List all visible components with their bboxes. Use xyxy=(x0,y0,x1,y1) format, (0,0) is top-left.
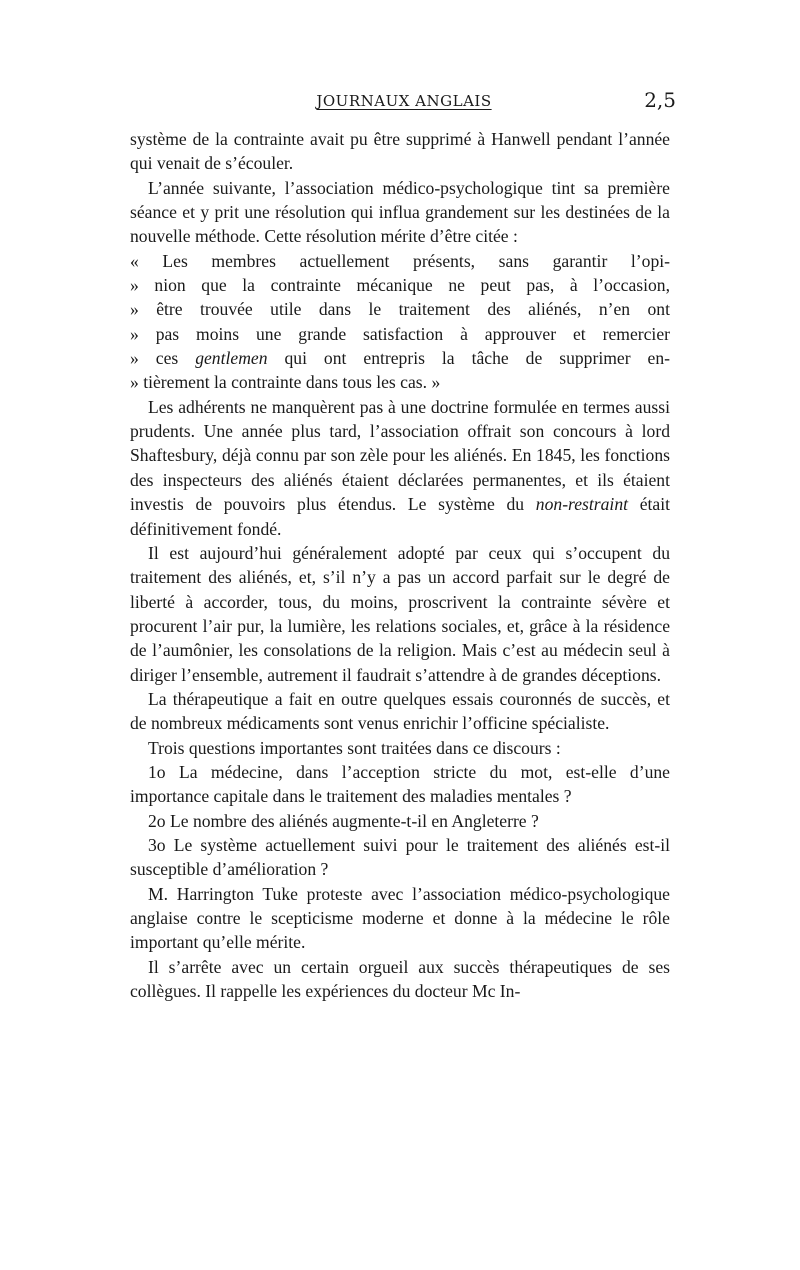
p3-text-a: Les adhérents ne manquèrent pas à une doctrine formulée en termes aussi prudents. Une année plus tard, l’association offrait son concours à lord Shaftesbury, déjà connu par son zèle pour les aliénés. En 1845, les fonctions des inspecteurs des aliénés étaient déclarées permanentes, et ils étaient investis de pouvoirs plus étendus. Le système du xyxy=(130,396,670,515)
non-restraint-term: non-restraint xyxy=(535,494,629,515)
running-title: JOURNAUX ANGLAIS xyxy=(316,92,492,110)
quote-text: » ces xyxy=(130,348,196,369)
paragraph-harrington-tuke: M. Harrington Tuke proteste avec l’association médico-psychologique anglaise contre le scepticisme moderne et donne à la médecine le rôle important qu’elle mérite. xyxy=(130,883,670,953)
body-text xyxy=(130,127,670,1003)
paragraph-adherents xyxy=(130,395,670,541)
resolution-quote xyxy=(130,249,670,395)
running-head xyxy=(130,88,678,116)
question-one: 1o La médecine, dans l’acception stricte du mot, est-elle d’une importance capitale dans le traitement des maladies mentales ? xyxy=(130,761,670,807)
paragraph-adoption: Il est aujourd’hui généralement adopté par ceux qui s’occupent du traitement des aliénés, et, s’il n’y a pas un accord parfait sur le degré de liberté à accorder, tous, du moins, proscrivent la contrainte sévère et procurent l’air pur, la lumière, les relations sociales, et, grâce à la résidence de l’aumônier, les consolations de la religion. Mais c’est au médecin seul à diriger l’ensemble, autrement il faudrait s’attendre à de grandes déceptions. xyxy=(130,542,670,685)
quote-line: » être trouvée utile dans le traitement des aliénés, n’en ont xyxy=(130,299,670,320)
quote-line: » nion que la contrainte mécanique ne peut pas, à l’occasion, xyxy=(130,275,670,296)
paragraph-colleagues: Il s’arrête avec un certain orgueil aux succès thérapeutiques de ses collègues. Il rappelle les expériences du docteur Mc In- xyxy=(130,956,670,1002)
paragraph-continuation: système de la contrainte avait pu être supprimé à Hanwell pendant l’année qui venait de s’écouler. xyxy=(130,129,670,174)
question-three: 3o Le système actuellement suivi pour le traitement des aliénés est-il susceptible d’amélioration ? xyxy=(130,834,670,880)
paragraph-resolution-intro: L’année suivante, l’association médico-psychologique tint sa première séance et y prit une résolution qui influa grandement sur les destinées de la nouvelle méthode. Cette résolution mérite d’être citée : xyxy=(130,177,670,247)
question-two: 2o Le nombre des aliénés augmente-t-il en Angleterre ? xyxy=(148,810,539,831)
quote-line: « Les membres actuellement présents, sans garantir l’opi- xyxy=(130,250,670,271)
paragraph-three-questions: Trois questions importantes sont traitées dans ce discours : xyxy=(148,737,561,758)
p3-text-b: était définitivement fondé. xyxy=(130,494,670,539)
gentlemen-term: gentlemen xyxy=(195,348,268,369)
quote-line: » tièrement la contrainte dans tous les cas. » xyxy=(130,372,441,393)
quote-line-gentlemen xyxy=(130,346,670,370)
paragraph-therapeutics: La thérapeutique a fait en outre quelques essais couronnés de succès, et de nombreux médicaments sont venus enrichir l’officine spécialiste. xyxy=(130,688,670,734)
quote-line: » pas moins une grande satisfaction à approuver et remercier xyxy=(130,323,670,344)
page-number: 2,5 xyxy=(644,88,676,112)
quote-text: qui ont entrepris la tâche de supprimer en- xyxy=(267,348,670,369)
